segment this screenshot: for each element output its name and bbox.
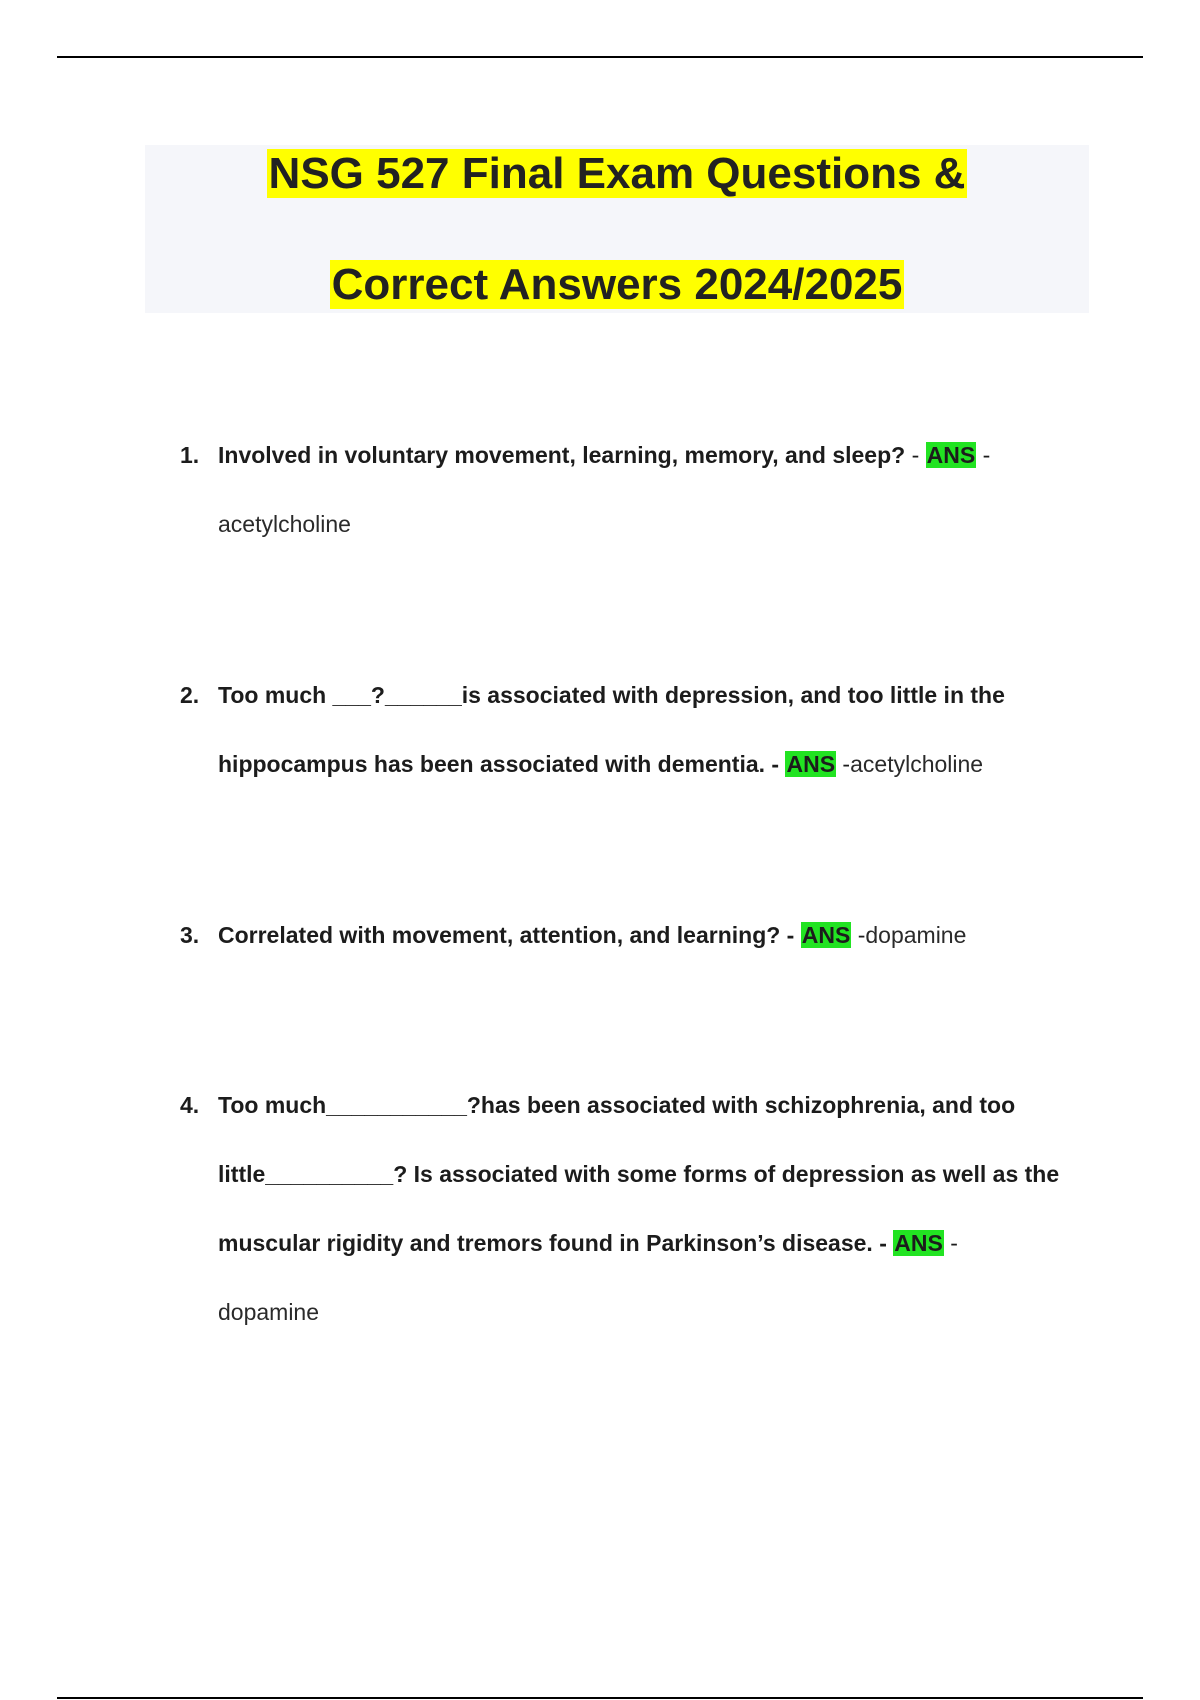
title-line-1-text: NSG 527 Final Exam Questions &: [268, 149, 966, 198]
question-separator: -: [905, 442, 926, 468]
question-text: Correlated with movement, attention, and learning?: [218, 922, 781, 948]
question-body: [218, 1071, 1060, 1347]
answer-text: dopamine: [218, 1299, 320, 1325]
question-item: [180, 901, 1060, 970]
question-body: [218, 901, 1060, 970]
question-separator: -: [872, 1230, 894, 1256]
title-panel: [145, 145, 1089, 313]
ans-separator: -: [851, 922, 866, 948]
answer-text: acetylcholine: [850, 751, 984, 777]
question-separator: -: [765, 751, 786, 777]
ans-label: ANS: [801, 922, 851, 948]
answer-text: acetylcholine: [218, 511, 351, 537]
question-number: 1.: [180, 442, 200, 468]
question-separator: -: [780, 922, 801, 948]
question-item: [180, 1071, 1060, 1347]
question-item: [180, 661, 1060, 799]
question-text: Too much___________?has been associated with schizophrenia, and too little__________? Is associated with some forms of depression as well as the muscular rigidity and tremors found in Parkinson’s disease.: [218, 1092, 1060, 1256]
question-number: 4.: [180, 1092, 200, 1118]
top-rule: [57, 56, 1143, 58]
question-text: Too much ___?______is associated with depression, and too little in the hippocampus has been associated with dementia.: [218, 682, 1005, 777]
title-line-1: [145, 146, 1089, 202]
question-number: 2.: [180, 682, 200, 708]
title-line-2-text: Correct Answers 2024/2025: [331, 260, 903, 309]
ans-separator: -: [836, 751, 851, 777]
ans-separator: -: [943, 1230, 958, 1256]
title-line-2: [145, 257, 1089, 313]
question-number: 3.: [180, 922, 200, 948]
question-body: [218, 421, 1060, 559]
question-body: [218, 661, 1060, 799]
question-text: Involved in voluntary movement, learning, memory, and sleep?: [218, 442, 906, 468]
ans-label: ANS: [894, 1230, 943, 1256]
question-item: [180, 421, 1060, 559]
answer-text: dopamine: [865, 922, 967, 948]
ans-separator: -: [976, 442, 991, 468]
ans-label: ANS: [926, 442, 976, 468]
ans-label: ANS: [786, 751, 836, 777]
bottom-rule: [57, 1697, 1143, 1699]
